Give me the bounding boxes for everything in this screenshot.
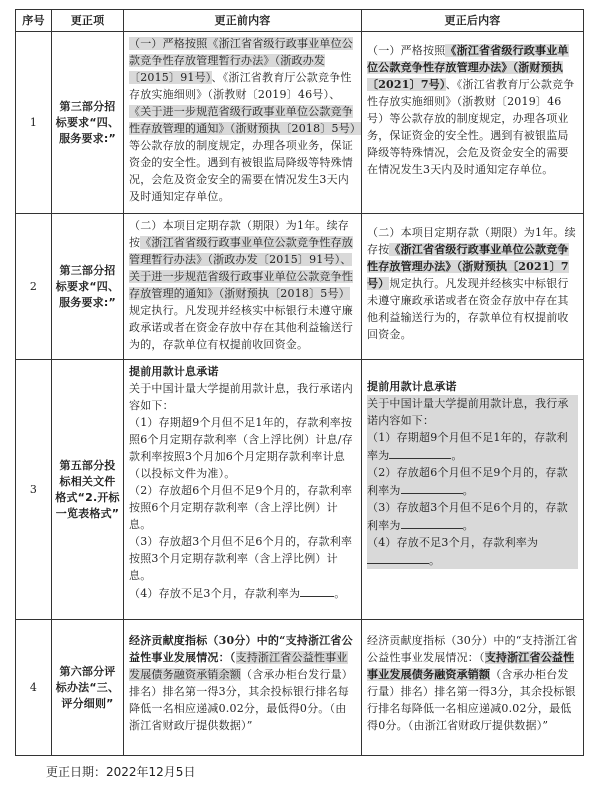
clause-3	[367, 499, 578, 534]
text-segment: 经济贡献度指标（30分）中的“支持浙江省公益性事业发展情况：（	[129, 634, 353, 664]
intro-text: 关于中国计量大学提前用款计息，我行承诺内容如下：	[367, 395, 578, 429]
table-row	[16, 32, 584, 214]
clause-1	[367, 429, 578, 464]
row-number: 3	[16, 360, 52, 620]
table-row	[16, 360, 584, 620]
correction-item: 第三部分招标要求“四、服务要求:”	[52, 214, 124, 360]
table-row	[16, 214, 584, 360]
text-segment: （一）严格按照	[129, 37, 208, 50]
before-content	[124, 32, 362, 214]
row-number: 2	[16, 214, 52, 360]
highlight-text: 支持浙江省公益性事业发展债务融资承销额	[367, 651, 575, 681]
header-no: 序号	[16, 10, 52, 32]
clause-end: 。	[462, 519, 474, 532]
text-segment: 、《浙江省教育厅公款竞争性存放实施细则》（浙教财〔2019〕46号）等公款存放的制度规定，办理各项业务，保证资金的安全性。遇到有被银监局降级等特殊情况，会危及资金安全的需要在情况发生3天内及时通知定存单位。	[367, 78, 575, 176]
highlight-text: 《关于进一步规范省级行政事业单位公款竞争性存放管理的通知》（浙财预执〔2018〕5号）	[129, 105, 362, 135]
blank-field	[401, 516, 463, 529]
text-segment: 经济贡献度指标（30分）中的“支持浙江省公益性事业发展情况：（	[367, 634, 578, 664]
correction-item: 第五部分投标相关文件格式“2.开标一览表格式”	[52, 360, 124, 620]
clause-end: 。	[462, 484, 474, 497]
clause-text: （2）存放超6个月但不足9个月的，存款利率为	[367, 466, 568, 497]
text-segment: 、《浙江省教育厅公款竞争性存放实施细则》（浙教财〔2019〕46号）、	[129, 71, 352, 101]
before-content	[124, 360, 362, 620]
clause-4	[129, 584, 356, 602]
clause-text: （1）存期超9个月但不足1年的，存款利率为	[367, 431, 568, 462]
blank-field	[300, 584, 334, 597]
clause-1: （1）存期超9个月但不足1年的，存款利率按照6个月定期存款利率（含上浮比例）计息/存款利率按照3个月加6个月定期存款利率计息（以投标文件为准）。	[129, 416, 353, 480]
after-content	[362, 360, 584, 620]
clause-end: 。	[429, 554, 441, 567]
text-segment: （二）本项目定期存款（期限）为1年。续存按	[129, 219, 349, 249]
after-content	[362, 620, 584, 756]
table-row	[16, 620, 584, 756]
clause-3: （3）存放超3个月但不足6个月的，存款利率按照3个月定期存款利率（含上浮比例）计息。	[129, 535, 353, 582]
text-segment: 规定执行。凡发现并经核实中标银行未遵守廉政承诺或者在资金存放中存在其他利益输送行为的，存款单位有权提前收回资金。	[367, 277, 569, 341]
correction-item: 第三部分招标要求“四、服务要求:”	[52, 32, 124, 214]
before-content	[124, 214, 362, 360]
correction-item: 第六部分评标办法“三、评分细则”	[52, 620, 124, 756]
highlight-text: 《浙江省省级行政事业单位公款竞争性存放管理暂行办法》（浙政办发〔2015〕91号）	[129, 37, 354, 84]
blank-field	[401, 481, 463, 494]
clause-text: （3）存放超3个月但不足6个月的，存款利率为	[367, 501, 568, 532]
clause-2: （2）存放超6个月但不足9个月的，存款利率按照6个月定期存款利率（含上浮比例）计息。	[129, 484, 353, 531]
text-segment: 规定执行。凡发现并经核实中标银行未遵守廉政承诺或者在资金存放中存在其他利益输送行为的，存款单位有权提前收回资金。	[129, 304, 353, 351]
row-number: 4	[16, 620, 52, 756]
correction-date: 更正日期：2022年12月5日	[46, 765, 196, 779]
before-content	[124, 620, 362, 756]
clause-2	[367, 464, 578, 499]
header-item: 更正项	[52, 10, 124, 32]
header-after: 更正后内容	[362, 10, 584, 32]
clause-text: （4）存放不足3个月，存款利率为	[129, 587, 301, 600]
after-content	[362, 214, 584, 360]
section-title: 提前用款计息承诺	[129, 365, 219, 378]
clause-4	[367, 534, 578, 569]
correction-table	[15, 9, 584, 756]
blank-field	[367, 551, 429, 564]
text-segment: （含承办柜台发行量）排名）排名第一得3分，其余投标银行排名每降低一名相应递减0.02分，最低得0分。（由浙江省财政厅提供数据）”	[129, 668, 353, 732]
row-number: 1	[16, 32, 52, 214]
blank-field	[389, 446, 451, 459]
highlight-text: 《浙江省省级行政事业单位公款竞争性存放管理办法》（浙财预执〔2021〕7号）	[367, 44, 569, 91]
text-segment: （一）严格按照	[367, 44, 446, 57]
highlight-text: 《浙江省省级行政事业单位公款竞争性存放管理暂行办法》（浙政办发〔2015〕91号）、关于进一步规范省级行政事业单位公款竞争性存放管理的通知》（浙财预执〔2018〕5号）	[129, 236, 354, 300]
clause-text: （4）存放不足3个月，存款利率为	[367, 536, 539, 549]
after-content	[362, 32, 584, 214]
header-row	[16, 10, 584, 32]
header-before: 更正前内容	[124, 10, 362, 32]
text-segment: （含承办柜台发行量）排名）排名第一得3分，其余投标银行排名每降低一名相应递减0.02分，最低得0分。（由浙江省财政厅提供数据）”	[367, 668, 576, 732]
section-title: 提前用款计息承诺	[367, 380, 457, 393]
text-segment: （二）本项目定期存款（期限）为1年。续存按	[367, 226, 576, 256]
highlight-text: 《浙江省省级行政事业单位公款竞争性存放管理办法》（浙财预执〔2021〕7号）	[367, 243, 569, 290]
highlight-text: 支持浙江省公益性事业发展债务融资承销余额	[129, 651, 348, 681]
clause-end: 。	[451, 449, 463, 462]
text-segment: 等公款存放的制度规定，办理各项业务，保证资金的安全性。遇到有被银监局降级等特殊情况，会危及资金安全的需要在情况发生3天内及时通知定存单位。	[129, 139, 353, 203]
clause-end: 。	[334, 587, 346, 600]
intro-text: 关于中国计量大学提前用款计息，我行承诺内容如下：	[129, 382, 353, 412]
